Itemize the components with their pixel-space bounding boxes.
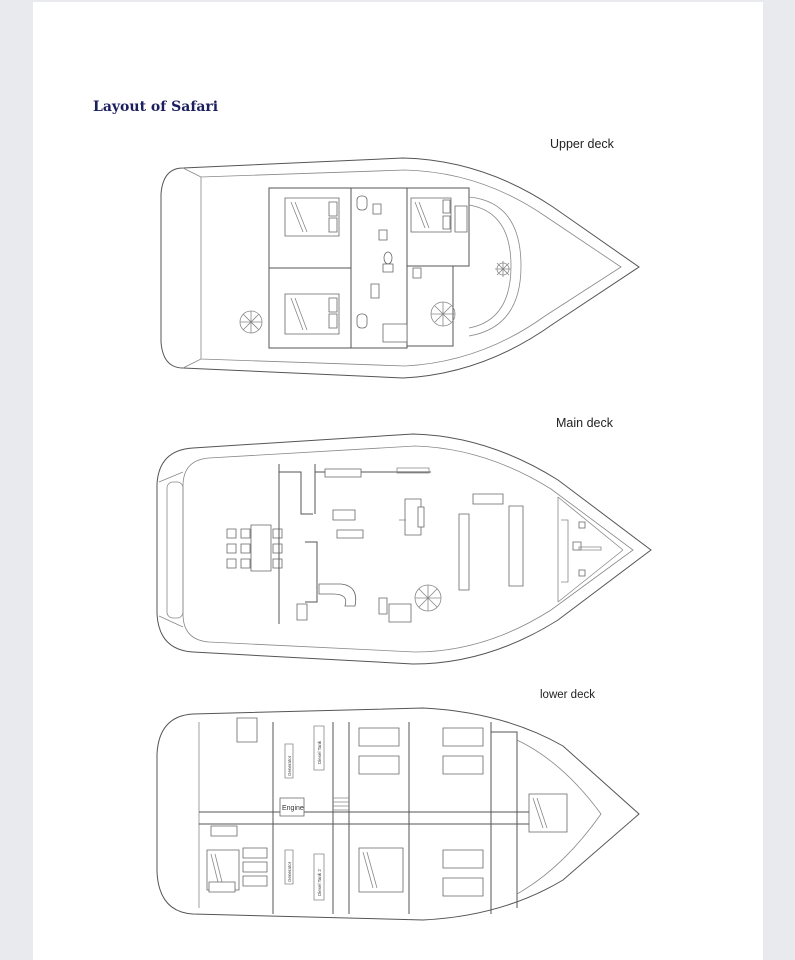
main-deck-dining-table: [227, 525, 282, 571]
engine-label: Engine: [282, 805, 304, 812]
document-page: [33, 2, 763, 960]
upper-deck-hull: [161, 158, 639, 378]
upper-deck-plan: [33, 2, 763, 960]
main-deck-salon: [279, 464, 585, 624]
diesel-tank-2-label: Diesel Tank 2: [317, 869, 322, 896]
upper-deck-label: Upper deck: [550, 137, 614, 151]
lower-deck-beds: [207, 718, 567, 896]
lower-deck-label: lower deck: [540, 689, 595, 701]
generator-2-label: Generator: [287, 861, 292, 882]
upper-deck-beds: [285, 198, 467, 342]
generator-1-label: Generator: [287, 755, 292, 776]
lower-deck-engine-room: [280, 726, 349, 900]
main-deck-small-labels: [397, 468, 601, 550]
document-title: Layout of Safari: [93, 99, 219, 115]
diesel-tank-1-label: Diesel Tank: [317, 740, 322, 764]
main-deck-label: Main deck: [556, 416, 613, 430]
